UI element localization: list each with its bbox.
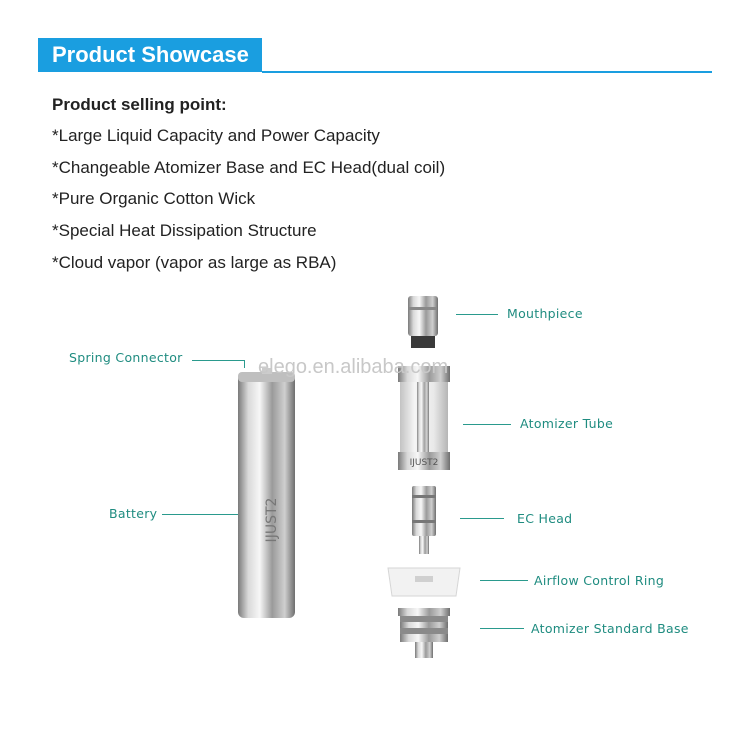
label-atomizer-tube: Atomizer Tube — [520, 416, 614, 431]
watermark-text: elego.en.alibaba.com — [258, 356, 449, 378]
atomizer-tube-line — [463, 424, 511, 425]
label-spring-connector: Spring Connector — [69, 350, 183, 365]
selling-point-2: *Changeable Atomizer Base and EC Head(dual coil) — [52, 158, 446, 177]
mouthpiece-illustration — [408, 296, 438, 348]
standard-base-illustration — [398, 608, 450, 658]
airflow-ring-illustration — [388, 568, 460, 596]
ec-head-illustration — [412, 486, 436, 554]
airflow-ring-line — [480, 580, 528, 581]
selling-point-title: Product selling point: — [52, 95, 227, 114]
selling-point-4: *Special Heat Dissipation Structure — [52, 221, 317, 240]
atomizer-tube-illustration — [398, 366, 450, 470]
spring-connector-line-drop — [244, 360, 245, 368]
selling-point-5: *Cloud vapor (vapor as large as RBA) — [52, 253, 337, 272]
selling-point-3: *Pure Organic Cotton Wick — [52, 189, 256, 208]
atomizer-marking: IJUST2 — [409, 458, 439, 468]
battery-illustration — [238, 368, 295, 618]
standard-base-line — [480, 628, 524, 629]
spring-connector-line — [192, 360, 244, 361]
selling-point-1: *Large Liquid Capacity and Power Capacity — [52, 126, 380, 145]
battery-marking: IJUST2 — [264, 497, 280, 543]
label-standard-base: Atomizer Standard Base — [531, 621, 689, 636]
label-airflow-ring: Airflow Control Ring — [534, 573, 665, 588]
label-battery: Battery — [109, 506, 158, 521]
page-title: Product Showcase — [52, 42, 249, 67]
label-mouthpiece: Mouthpiece — [507, 306, 583, 321]
label-ec-head: EC Head — [517, 511, 573, 526]
mouthpiece-line — [456, 314, 498, 315]
battery-line — [162, 514, 238, 515]
ec-head-line — [460, 518, 504, 519]
